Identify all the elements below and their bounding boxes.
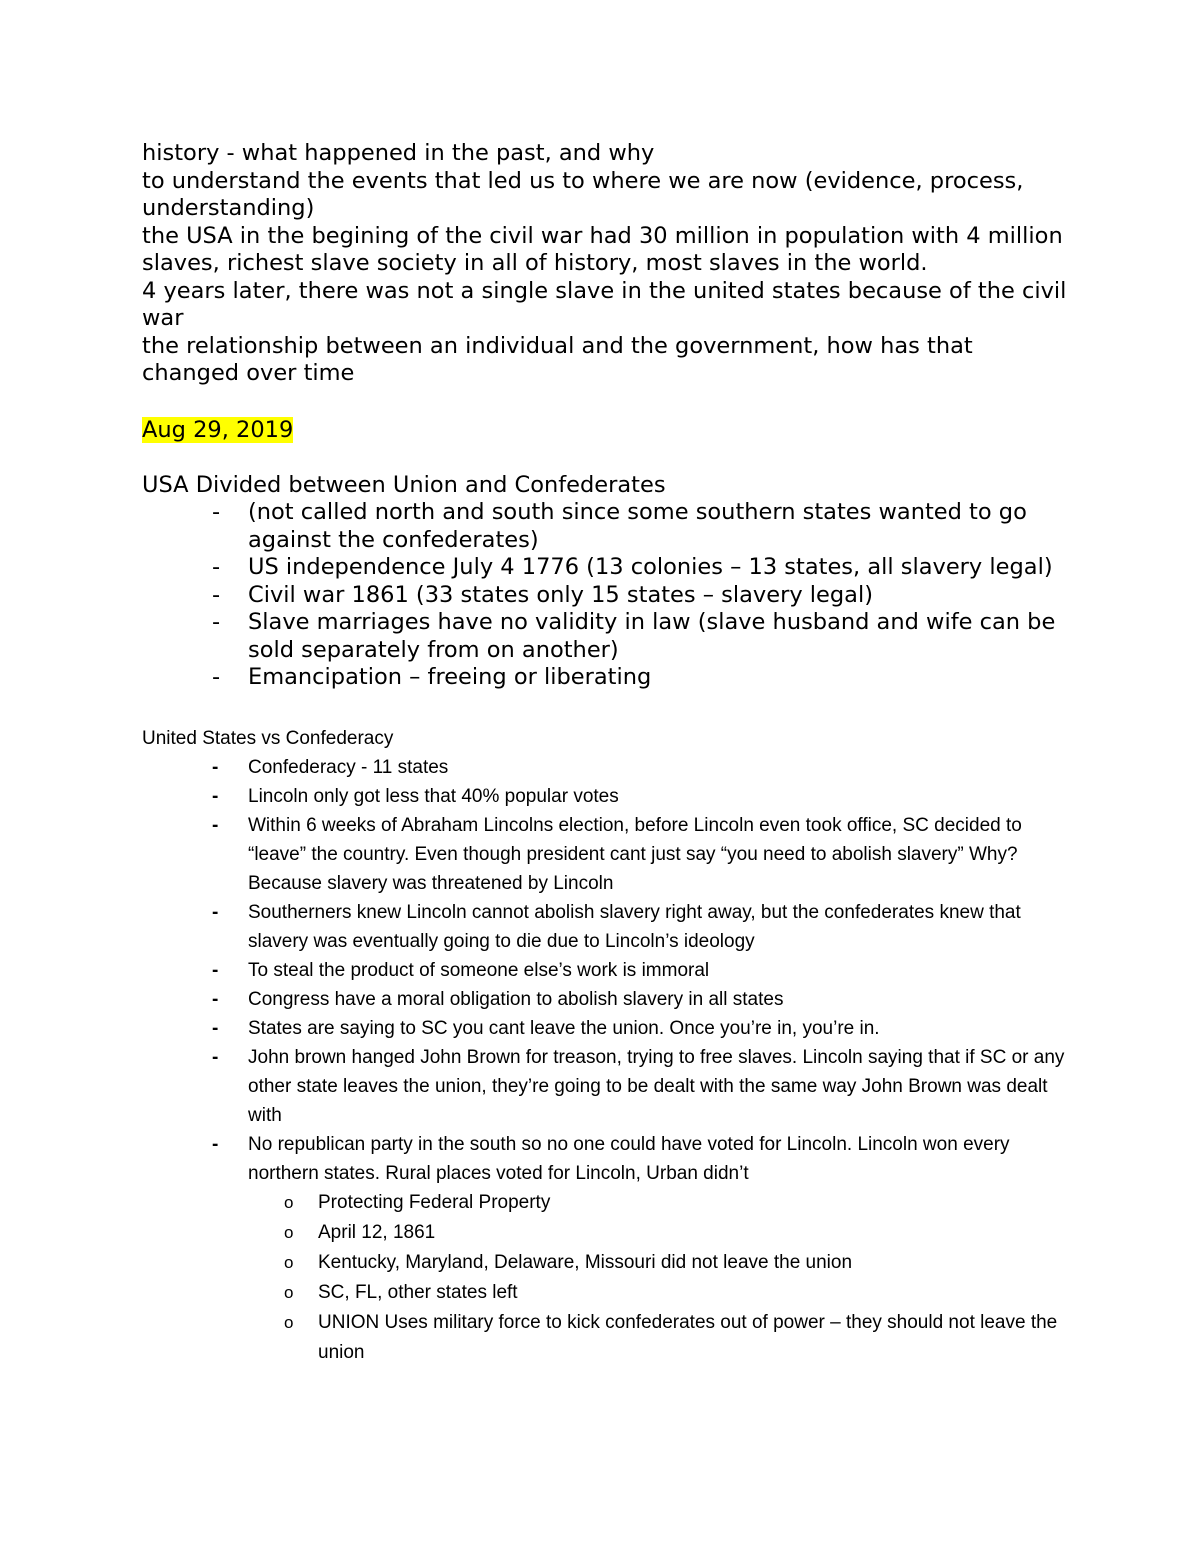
dash-bullet: - bbox=[212, 609, 221, 635]
list-item-text: States are saying to SC you cant leave the union. Once you’re in, you’re in. bbox=[248, 1017, 880, 1039]
list-item-text: US independence July 4 1776 (13 colonies – 13 states, all slavery legal) bbox=[248, 554, 1053, 580]
dash-bullet: - bbox=[212, 814, 219, 836]
section-us-vs-confederacy bbox=[142, 724, 1072, 1368]
sub-list-item-text: Kentucky, Maryland, Delaware, Missouri did not leave the union bbox=[318, 1251, 853, 1273]
sub-list-item bbox=[142, 1278, 1072, 1308]
dash-bullet: - bbox=[212, 785, 219, 807]
section-title: USA Divided between Union and Confederates bbox=[142, 471, 666, 498]
intro-line: history - what happened in the past, and why bbox=[142, 140, 655, 166]
list-item bbox=[142, 985, 1072, 1014]
list-item bbox=[142, 1043, 1072, 1130]
list-item bbox=[142, 811, 1072, 898]
list-item bbox=[142, 664, 1072, 692]
sub-list-item-text: Protecting Federal Property bbox=[318, 1191, 551, 1213]
dash-bullet: - bbox=[212, 1133, 219, 1155]
document-page bbox=[142, 140, 1072, 1368]
circle-bullet: o bbox=[284, 1192, 294, 1212]
list-item-text: Southerners knew Lincoln cannot abolish slavery right away, but the confederates knew that slavery was eventually going to die due to Lincoln’s ideology bbox=[248, 901, 1021, 952]
section-title: United States vs Confederacy bbox=[142, 727, 394, 749]
list-item bbox=[142, 582, 1072, 610]
sub-list-item-text: SC, FL, other states left bbox=[318, 1281, 518, 1303]
sub-bullet-list bbox=[142, 1188, 1072, 1368]
list-item bbox=[142, 499, 1072, 554]
list-item-text: Emancipation – freeing or liberating bbox=[248, 664, 652, 690]
dash-bullet: - bbox=[212, 664, 221, 690]
bullet-list bbox=[142, 499, 1072, 692]
list-item-text: To steal the product of someone else’s work is immoral bbox=[248, 959, 710, 981]
date-heading bbox=[142, 415, 1072, 445]
sub-list-item bbox=[142, 1188, 1072, 1218]
intro-notes bbox=[142, 140, 1072, 388]
intro-line: to understand the events that led us to where we are now (evidence, process, understanding) bbox=[142, 167, 1024, 221]
circle-bullet: o bbox=[284, 1282, 294, 1302]
list-item bbox=[142, 1130, 1072, 1188]
circle-bullet: o bbox=[284, 1252, 294, 1272]
list-item bbox=[142, 1014, 1072, 1043]
list-item bbox=[142, 753, 1072, 782]
list-item-text: Confederacy - 11 states bbox=[248, 756, 449, 778]
list-item-text: Congress have a moral obligation to abolish slavery in all states bbox=[248, 988, 784, 1010]
sub-list-item bbox=[142, 1248, 1072, 1278]
list-item-text: Lincoln only got less that 40% popular votes bbox=[248, 785, 619, 807]
dash-bullet: - bbox=[212, 901, 219, 923]
dash-bullet: - bbox=[212, 1046, 219, 1068]
dash-bullet: - bbox=[212, 499, 221, 525]
sub-list-item-text: April 12, 1861 bbox=[318, 1221, 436, 1243]
intro-line: the relationship between an individual and the government, how has that changed over time bbox=[142, 332, 973, 386]
dash-bullet: - bbox=[212, 1017, 219, 1039]
list-item bbox=[142, 956, 1072, 985]
section-union-confederates bbox=[142, 472, 1072, 692]
intro-line: the USA in the begining of the civil war had 30 million in population with 4 million slaves, richest slave society in all of history, most slaves in the world. bbox=[142, 222, 1063, 276]
list-item bbox=[142, 554, 1072, 582]
sub-list-item-text: UNION Uses military force to kick confederates out of power – they should not leave the union bbox=[318, 1311, 1058, 1363]
list-item-text: (not called north and south since some southern states wanted to go against the confederates) bbox=[248, 499, 1027, 553]
circle-bullet: o bbox=[284, 1312, 294, 1332]
list-item-text: Within 6 weeks of Abraham Lincolns election, before Lincoln even took office, SC decided to “leave” the country. Even though president cant just say “you need to abolish slavery” Why? Because slavery was threatened by Lincoln bbox=[248, 814, 1022, 894]
dash-bullet: - bbox=[212, 959, 219, 981]
list-item bbox=[142, 782, 1072, 811]
highlighted-date: Aug 29, 2019 bbox=[142, 416, 294, 443]
dash-bullet: - bbox=[212, 988, 219, 1010]
list-item-text: Civil war 1861 (33 states only 15 states – slavery legal) bbox=[248, 581, 874, 608]
sub-list-item bbox=[142, 1308, 1072, 1368]
dash-bullet: - bbox=[212, 581, 221, 608]
dash-bullet: - bbox=[212, 756, 219, 778]
sub-list-item bbox=[142, 1218, 1072, 1248]
bullet-list bbox=[142, 753, 1072, 1188]
list-item-text: No republican party in the south so no one could have voted for Lincoln. Lincoln won every northern states. Rural places voted for Lincoln, Urban didn’t bbox=[248, 1133, 1010, 1184]
dash-bullet: - bbox=[212, 554, 221, 580]
list-item bbox=[142, 898, 1072, 956]
intro-line: 4 years later, there was not a single slave in the united states because of the civil war bbox=[142, 277, 1067, 331]
list-item bbox=[142, 609, 1072, 664]
list-item-text: Slave marriages have no validity in law (slave husband and wife can be sold separately from on another) bbox=[248, 609, 1056, 663]
list-item-text: John brown hanged John Brown for treason, trying to free slaves. Lincoln saying that if SC or any other state leaves the union, they’re going to be dealt with the same way John Brown was dealt with bbox=[248, 1046, 1065, 1126]
circle-bullet: o bbox=[284, 1222, 294, 1242]
